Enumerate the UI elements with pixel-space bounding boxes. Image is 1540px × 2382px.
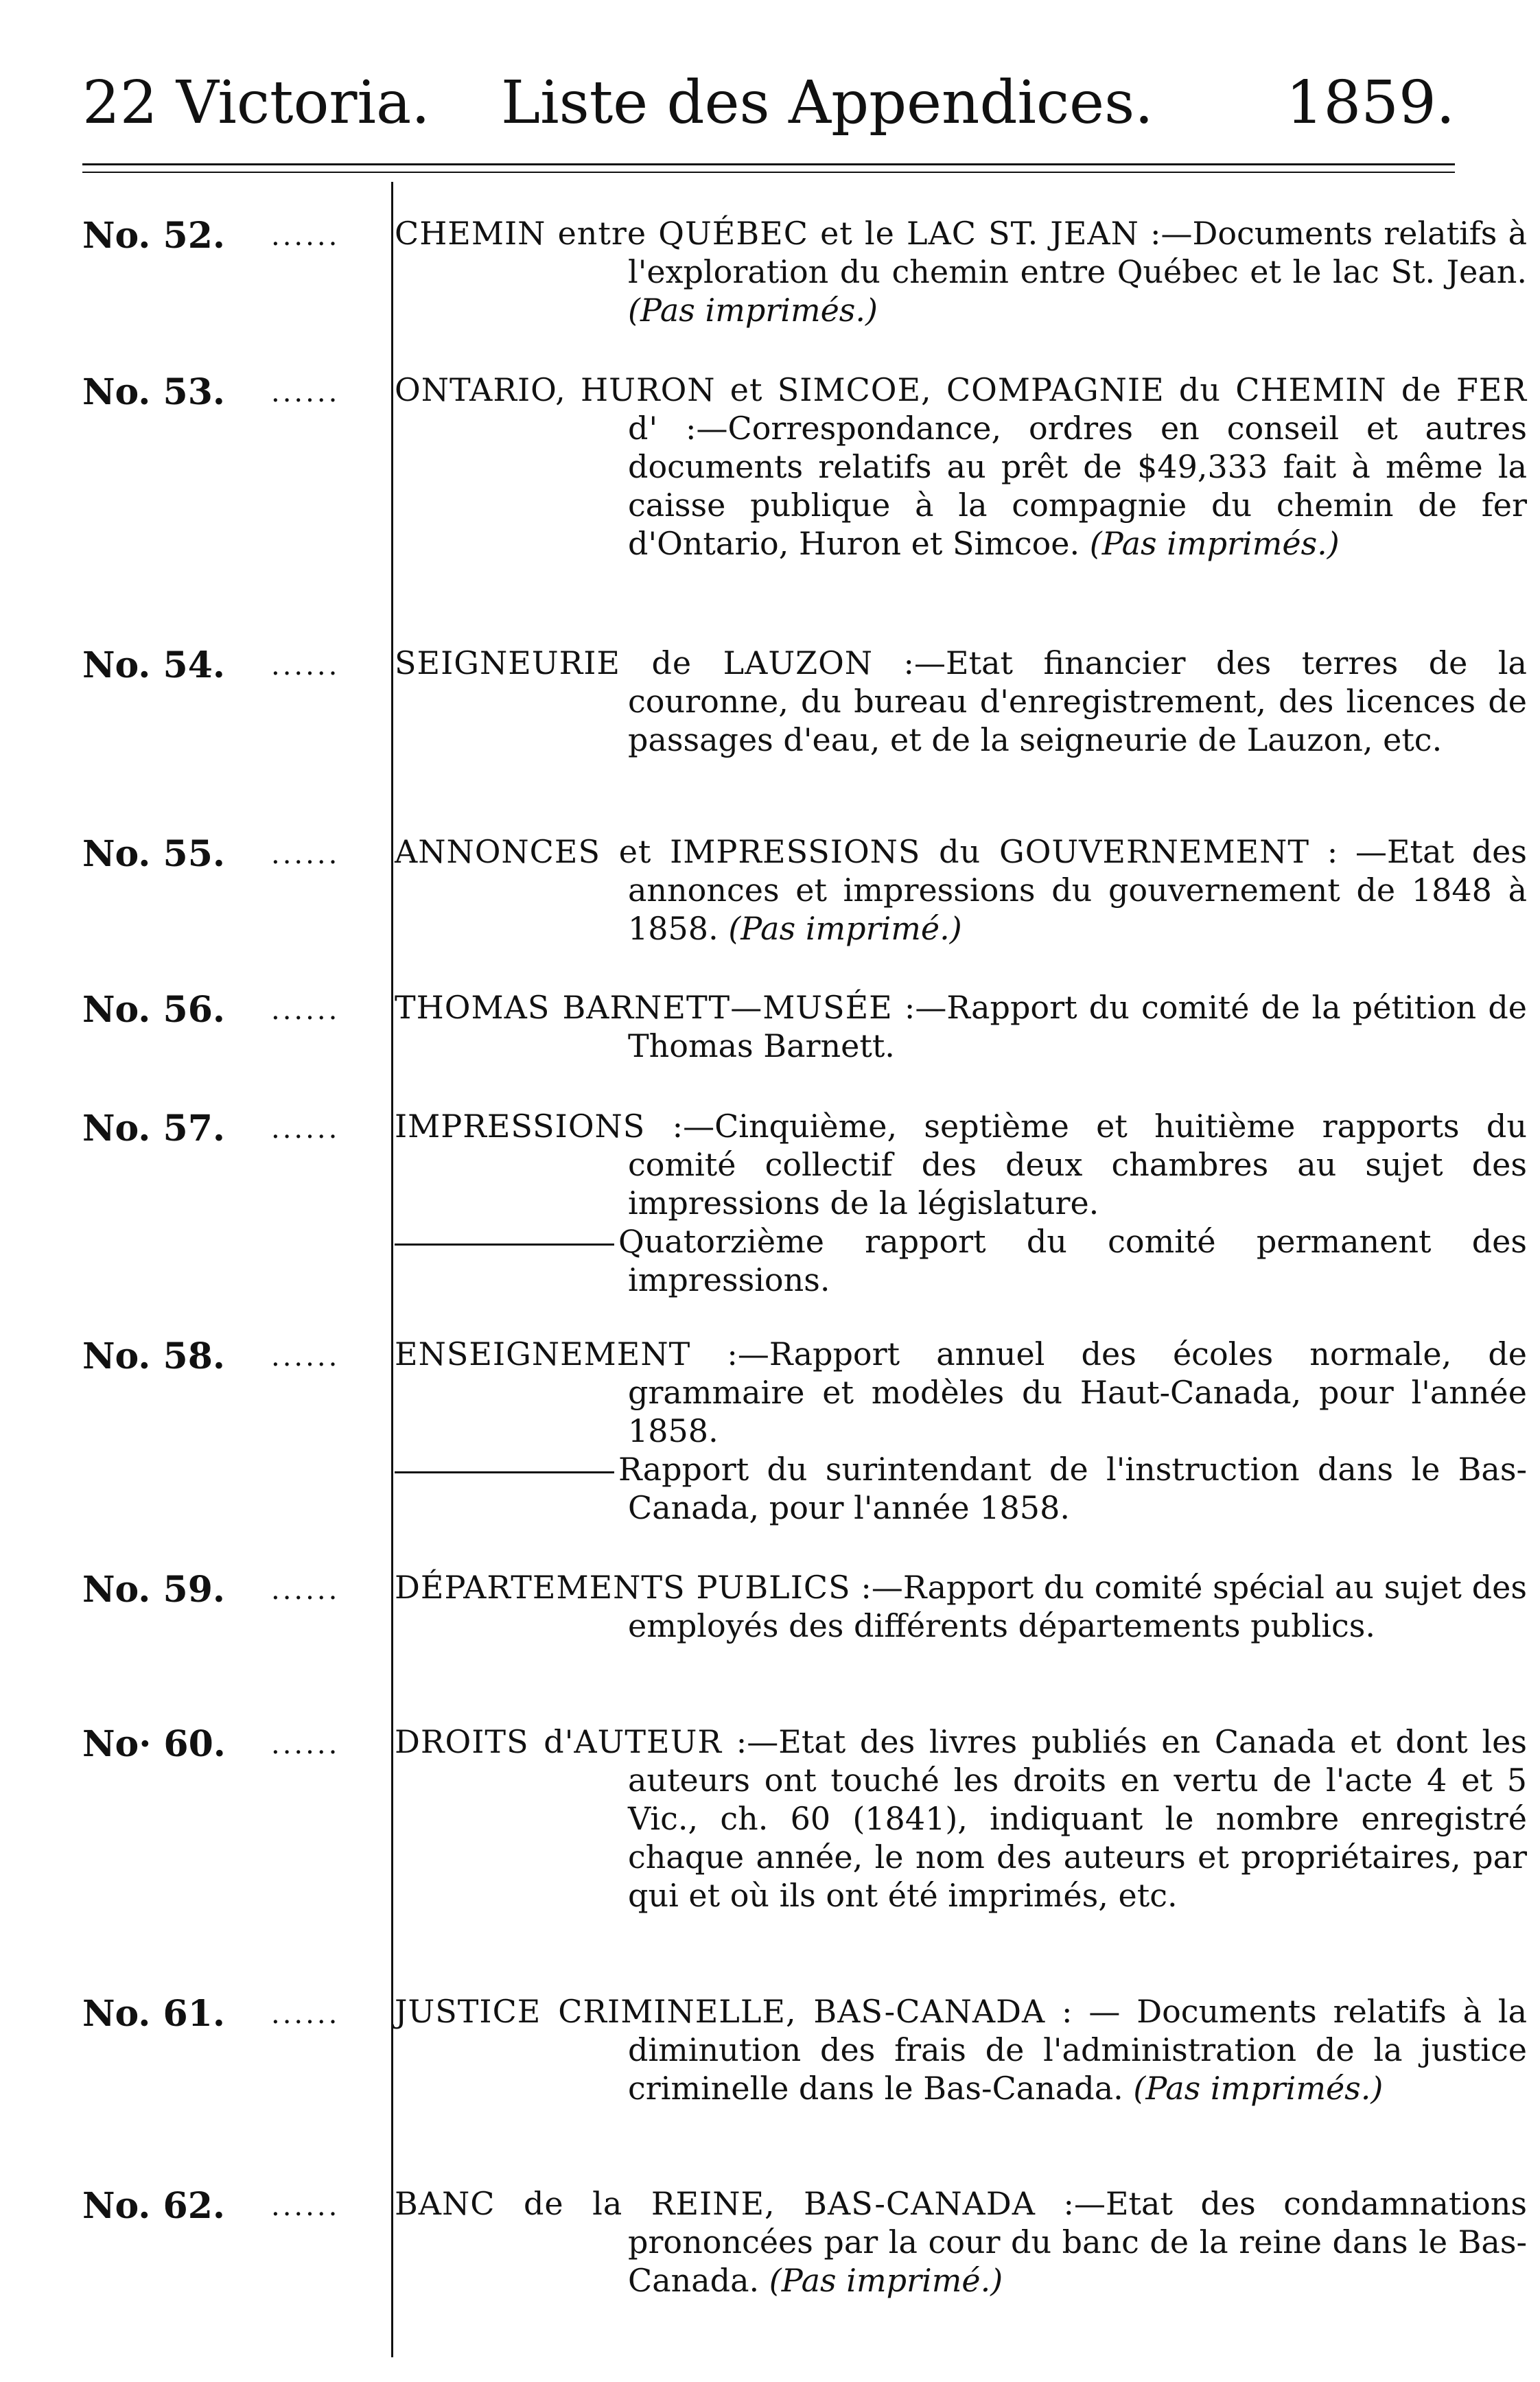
entry-subtext: Rapport du surintendant de l'instruction dans le Bas-Canada, pour l'année 1858. xyxy=(618,1451,1527,1526)
header-year: 1859. xyxy=(1285,69,1455,137)
entry-body xyxy=(395,1992,1527,2107)
ditto-dash xyxy=(395,1243,614,1246)
entry-body xyxy=(395,988,1527,1065)
entry-text: :—Rapport du comité spécial au sujet des employés des différents départements publics. xyxy=(628,1569,1527,1644)
entry-body xyxy=(395,214,1527,329)
entry-body xyxy=(395,644,1527,759)
entry-subtext: Quatorzième rapport du comité permanent des impressions. xyxy=(618,1223,1527,1298)
entry-note: (Pas imprimés.) xyxy=(1089,525,1340,562)
leader-dots: ...... xyxy=(271,1341,340,1373)
entry-text: :—Rapport annuel des écoles normale, de grammaire et modèles du Haut-Canada, pour l'année 1858. xyxy=(628,1335,1527,1449)
entry-note: (Pas imprimés.) xyxy=(1133,2070,1384,2107)
entry-heading: BANC de la REINE, BAS-CANADA xyxy=(395,2185,1036,2222)
entry-body xyxy=(395,371,1527,563)
entry-heading: ONTARIO, HURON et SIMCOE, COMPAGNIE du CHEMIN de FER d' xyxy=(395,371,1527,447)
entry-number: No. 61. xyxy=(82,1993,225,2035)
column-divider xyxy=(391,182,393,2357)
leader-dots: ...... xyxy=(271,1113,340,1145)
entry-number: No. 56. xyxy=(82,989,225,1031)
header-rule-bottom xyxy=(82,172,1455,173)
leader-dots: ...... xyxy=(271,220,340,252)
entry-text: : —Etat des annonces et impressions du gouvernement de 1848 à 1858. xyxy=(628,833,1527,947)
leader-dots: ...... xyxy=(271,650,340,681)
entry-body xyxy=(395,1335,1527,1527)
entry-body xyxy=(395,1568,1527,1645)
entry-text: :—Correspondance, ordres en conseil et autres documents relatifs au prêt de $49,333 fait à même la caisse publique à la compagnie du chemin de fer d'Ontario, Huron et Simcoe. xyxy=(628,410,1528,562)
leader-dots: ...... xyxy=(271,1998,340,2030)
entry-text: :—Etat des condamnations prononcées par la cour du banc de la reine dans le Bas-Canada. xyxy=(628,2185,1527,2299)
entry-text: :—Etat des livres publiés en Canada et dont les auteurs ont touché les droits en vertu de l'acte 4 et 5 Vic., ch. 60 (1841), indiquant le nombre enregistré chaque année, le nom des auteurs et propriétaires, par qui et où ils ont été imprimés, etc. xyxy=(628,1723,1527,1914)
entry-body xyxy=(395,2184,1527,2300)
entry-number: No. 52. xyxy=(82,215,225,257)
entry-number: No. 54. xyxy=(82,644,225,686)
leader-dots: ...... xyxy=(271,994,340,1026)
entry-number: No. 53. xyxy=(82,371,225,413)
entry-text: :—Cinquième, septième et huitième rapports du comité collectif des deux chambres au sujet des impressions de la législature. xyxy=(628,1108,1527,1222)
entry-text: :—Documents relatifs à l'exploration du chemin entre Québec et le lac St. Jean. xyxy=(628,215,1527,290)
entry-body xyxy=(395,832,1527,948)
leader-dots: ...... xyxy=(271,2191,340,2222)
entry-body xyxy=(395,1723,1527,1915)
entry-number: No. 57. xyxy=(82,1108,225,1149)
header-rule-top xyxy=(82,163,1455,165)
entry-note: (Pas imprimé.) xyxy=(728,910,962,947)
entry-heading: IMPRESSIONS xyxy=(395,1108,646,1145)
header-title: Liste des Appendices. xyxy=(501,69,1154,137)
entry-number: No. 55. xyxy=(82,833,225,875)
entry-note: (Pas imprimés.) xyxy=(628,292,878,329)
entry-text: :—Rapport du comité de la pétition de Thomas Barnett. xyxy=(628,989,1527,1064)
leader-dots: ...... xyxy=(271,1729,340,1760)
entry-heading: ENSEIGNEMENT xyxy=(395,1335,691,1373)
ditto-dash xyxy=(395,1471,614,1473)
entry-number: No. 58. xyxy=(82,1335,225,1377)
entry-text: :—Etat financier des terres de la couronne, du bureau d'enregistrement, des licences de passages d'eau, et de la seigneurie de Lauzon, etc. xyxy=(628,644,1527,758)
entry-heading: JUSTICE CRIMINELLE, BAS-CANADA xyxy=(395,1993,1046,2030)
entry-heading: SEIGNEURIE de LAUZON xyxy=(395,644,874,681)
entry-body xyxy=(395,1107,1527,1299)
entry-heading: ANNONCES et IMPRESSIONS du GOUVERNEMENT xyxy=(395,833,1310,870)
entry-note: (Pas imprimé.) xyxy=(769,2262,1003,2299)
entry-number: No. 59. xyxy=(82,1569,225,1611)
page-header xyxy=(82,65,1455,141)
leader-dots: ...... xyxy=(271,377,340,408)
entry-number: No. 62. xyxy=(82,2185,225,2227)
entry-text: : — Documents relatifs à la diminution des frais de l'administration de la justice criminelle dans le Bas-Canada. xyxy=(628,1993,1527,2107)
entry-heading: DROITS d'AUTEUR xyxy=(395,1723,723,1760)
leader-dots: ...... xyxy=(271,1574,340,1606)
leader-dots: ...... xyxy=(271,839,340,870)
entry-heading: CHEMIN entre QUÉBEC et le LAC ST. JEAN xyxy=(395,215,1139,252)
entry-heading: THOMAS BARNETT—MUSÉE xyxy=(395,989,893,1026)
entry-number: No· 60. xyxy=(82,1723,226,1765)
entry-heading: DÉPARTEMENTS PUBLICS xyxy=(395,1569,851,1606)
header-volume: 22 Victoria. xyxy=(82,69,430,137)
